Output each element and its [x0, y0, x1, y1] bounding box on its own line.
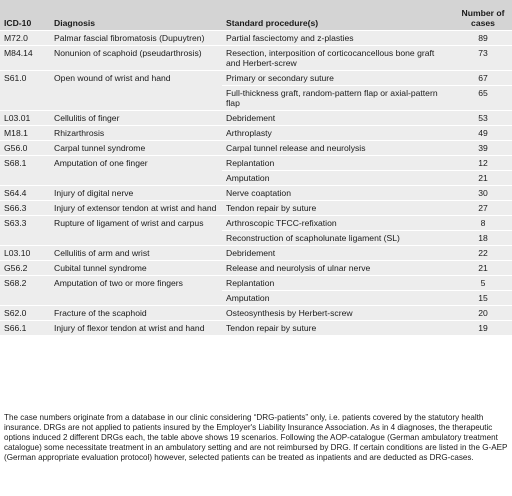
diagnosis-cell: Cellulitis of finger: [50, 111, 222, 126]
icd10-code-cell: S62.0: [0, 306, 50, 321]
table-footnote: The case numbers originate from a database in our clinic considering “DRG-patients” only, i.e. patients covered by the statutory health insurance. DRGs are not applied to patients insured by the Employer's Liability Insurance Association. As in 4 diagnoses, the therapeutic options induced 2 different DRGs each, the table above shows 19 scenarios. Following the AOP-catalogue (German ambulatory treatment catalogue) some necessitate treatment in an ambulatory setting and are not reimbursed by DRG. If certain conditions are listed in the G-AEP (German appropriate evaluation protocol) however, selected patients can be treated as inpatients and are deducted as DRG-cases.: [4, 413, 508, 462]
procedure-cell: Amputation: [222, 291, 454, 306]
icd10-code-cell: M84.14: [0, 46, 50, 71]
table-row: [0, 156, 512, 171]
procedure-cell: Reconstruction of scapholunate ligament (SL): [222, 231, 454, 246]
procedure-cell: Amputation: [222, 171, 454, 186]
number-of-cases-cell: 89: [454, 31, 512, 46]
icd10-code-cell: S68.2: [0, 276, 50, 306]
icd10-code-cell: G56.0: [0, 141, 50, 156]
diagnosis-cell: Palmar fascial fibromatosis (Dupuytren): [50, 31, 222, 46]
procedure-cell: Full-thickness graft, random-pattern flap or axial-pattern flap: [222, 86, 454, 111]
table-row: [0, 31, 512, 46]
header-procedure: Standard procedure(s): [222, 0, 454, 31]
procedure-cell: Release and neurolysis of ulnar nerve: [222, 261, 454, 276]
number-of-cases-cell: 21: [454, 261, 512, 276]
header-row: [0, 0, 512, 31]
number-of-cases-cell: 73: [454, 46, 512, 71]
number-of-cases-cell: 30: [454, 186, 512, 201]
icd10-code-cell: L03.10: [0, 246, 50, 261]
diagnosis-cell: Open wound of wrist and hand: [50, 71, 222, 111]
number-of-cases-cell: 53: [454, 111, 512, 126]
table-row: [0, 126, 512, 141]
number-of-cases-cell: 22: [454, 246, 512, 261]
number-of-cases-cell: 8: [454, 216, 512, 231]
diagnosis-cell: Injury of digital nerve: [50, 186, 222, 201]
procedure-cell: Replantation: [222, 156, 454, 171]
diagnosis-cell: Nonunion of scaphoid (pseudarthrosis): [50, 46, 222, 71]
number-of-cases-cell: 12: [454, 156, 512, 171]
number-of-cases-cell: 15: [454, 291, 512, 306]
number-of-cases-cell: 21: [454, 171, 512, 186]
table-body: [0, 31, 512, 336]
header-diagnosis: Diagnosis: [50, 0, 222, 31]
header-icd10: ICD-10: [0, 0, 50, 31]
number-of-cases-cell: 19: [454, 321, 512, 336]
procedure-cell: Resection, interposition of corticocancellous bone graft and Herbert-screw: [222, 46, 454, 71]
table-row: [0, 186, 512, 201]
icd10-code-cell: S66.3: [0, 201, 50, 216]
icd10-code-cell: L03.01: [0, 111, 50, 126]
number-of-cases-cell: 5: [454, 276, 512, 291]
table-row: [0, 321, 512, 336]
icd10-code-cell: S68.1: [0, 156, 50, 186]
number-of-cases-cell: 20: [454, 306, 512, 321]
table-row: [0, 276, 512, 291]
procedure-cell: Nerve coaptation: [222, 186, 454, 201]
number-of-cases-cell: 49: [454, 126, 512, 141]
icd10-code-cell: G56.2: [0, 261, 50, 276]
header-number-of-cases: Number of cases: [454, 0, 512, 31]
procedure-cell: Arthroplasty: [222, 126, 454, 141]
icd10-code-cell: S66.1: [0, 321, 50, 336]
table-row: [0, 71, 512, 86]
procedure-cell: Tendon repair by suture: [222, 321, 454, 336]
number-of-cases-cell: 67: [454, 71, 512, 86]
procedure-cell: Debridement: [222, 246, 454, 261]
diagnosis-cell: Amputation of two or more fingers: [50, 276, 222, 306]
procedure-cell: Carpal tunnel release and neurolysis: [222, 141, 454, 156]
diagnosis-cell: Cellulitis of arm and wrist: [50, 246, 222, 261]
table-row: [0, 246, 512, 261]
diagnosis-cell: Amputation of one finger: [50, 156, 222, 186]
icd10-code-cell: M18.1: [0, 126, 50, 141]
diagnosis-cell: Fracture of the scaphoid: [50, 306, 222, 321]
diagnosis-cell: Injury of flexor tendon at wrist and hand: [50, 321, 222, 336]
number-of-cases-cell: 18: [454, 231, 512, 246]
diagnosis-cell: Cubital tunnel syndrome: [50, 261, 222, 276]
icd10-code-cell: M72.0: [0, 31, 50, 46]
procedure-cell: Arthroscopic TFCC-refixation: [222, 216, 454, 231]
icd10-code-cell: S64.4: [0, 186, 50, 201]
icd10-code-cell: S61.0: [0, 71, 50, 111]
number-of-cases-cell: 65: [454, 86, 512, 111]
table-row: [0, 216, 512, 231]
table-row: [0, 111, 512, 126]
table-row: [0, 201, 512, 216]
procedure-cell: Partial fasciectomy and z-plasties: [222, 31, 454, 46]
diagnosis-cell: Carpal tunnel syndrome: [50, 141, 222, 156]
icd10-code-cell: S63.3: [0, 216, 50, 246]
procedure-cell: Primary or secondary suture: [222, 71, 454, 86]
number-of-cases-cell: 39: [454, 141, 512, 156]
table-row: [0, 261, 512, 276]
diagnosis-cell: Injury of extensor tendon at wrist and hand: [50, 201, 222, 216]
procedure-cell: Osteosynthesis by Herbert-screw: [222, 306, 454, 321]
diagnosis-cell: Rupture of ligament of wrist and carpus: [50, 216, 222, 246]
table-row: [0, 306, 512, 321]
number-of-cases-cell: 27: [454, 201, 512, 216]
procedure-cell: Tendon repair by suture: [222, 201, 454, 216]
procedure-cell: Debridement: [222, 111, 454, 126]
procedure-cell: Replantation: [222, 276, 454, 291]
table-row: [0, 141, 512, 156]
table-header: [0, 0, 512, 31]
diagnosis-cell: Rhizarthrosis: [50, 126, 222, 141]
table-row: [0, 46, 512, 71]
